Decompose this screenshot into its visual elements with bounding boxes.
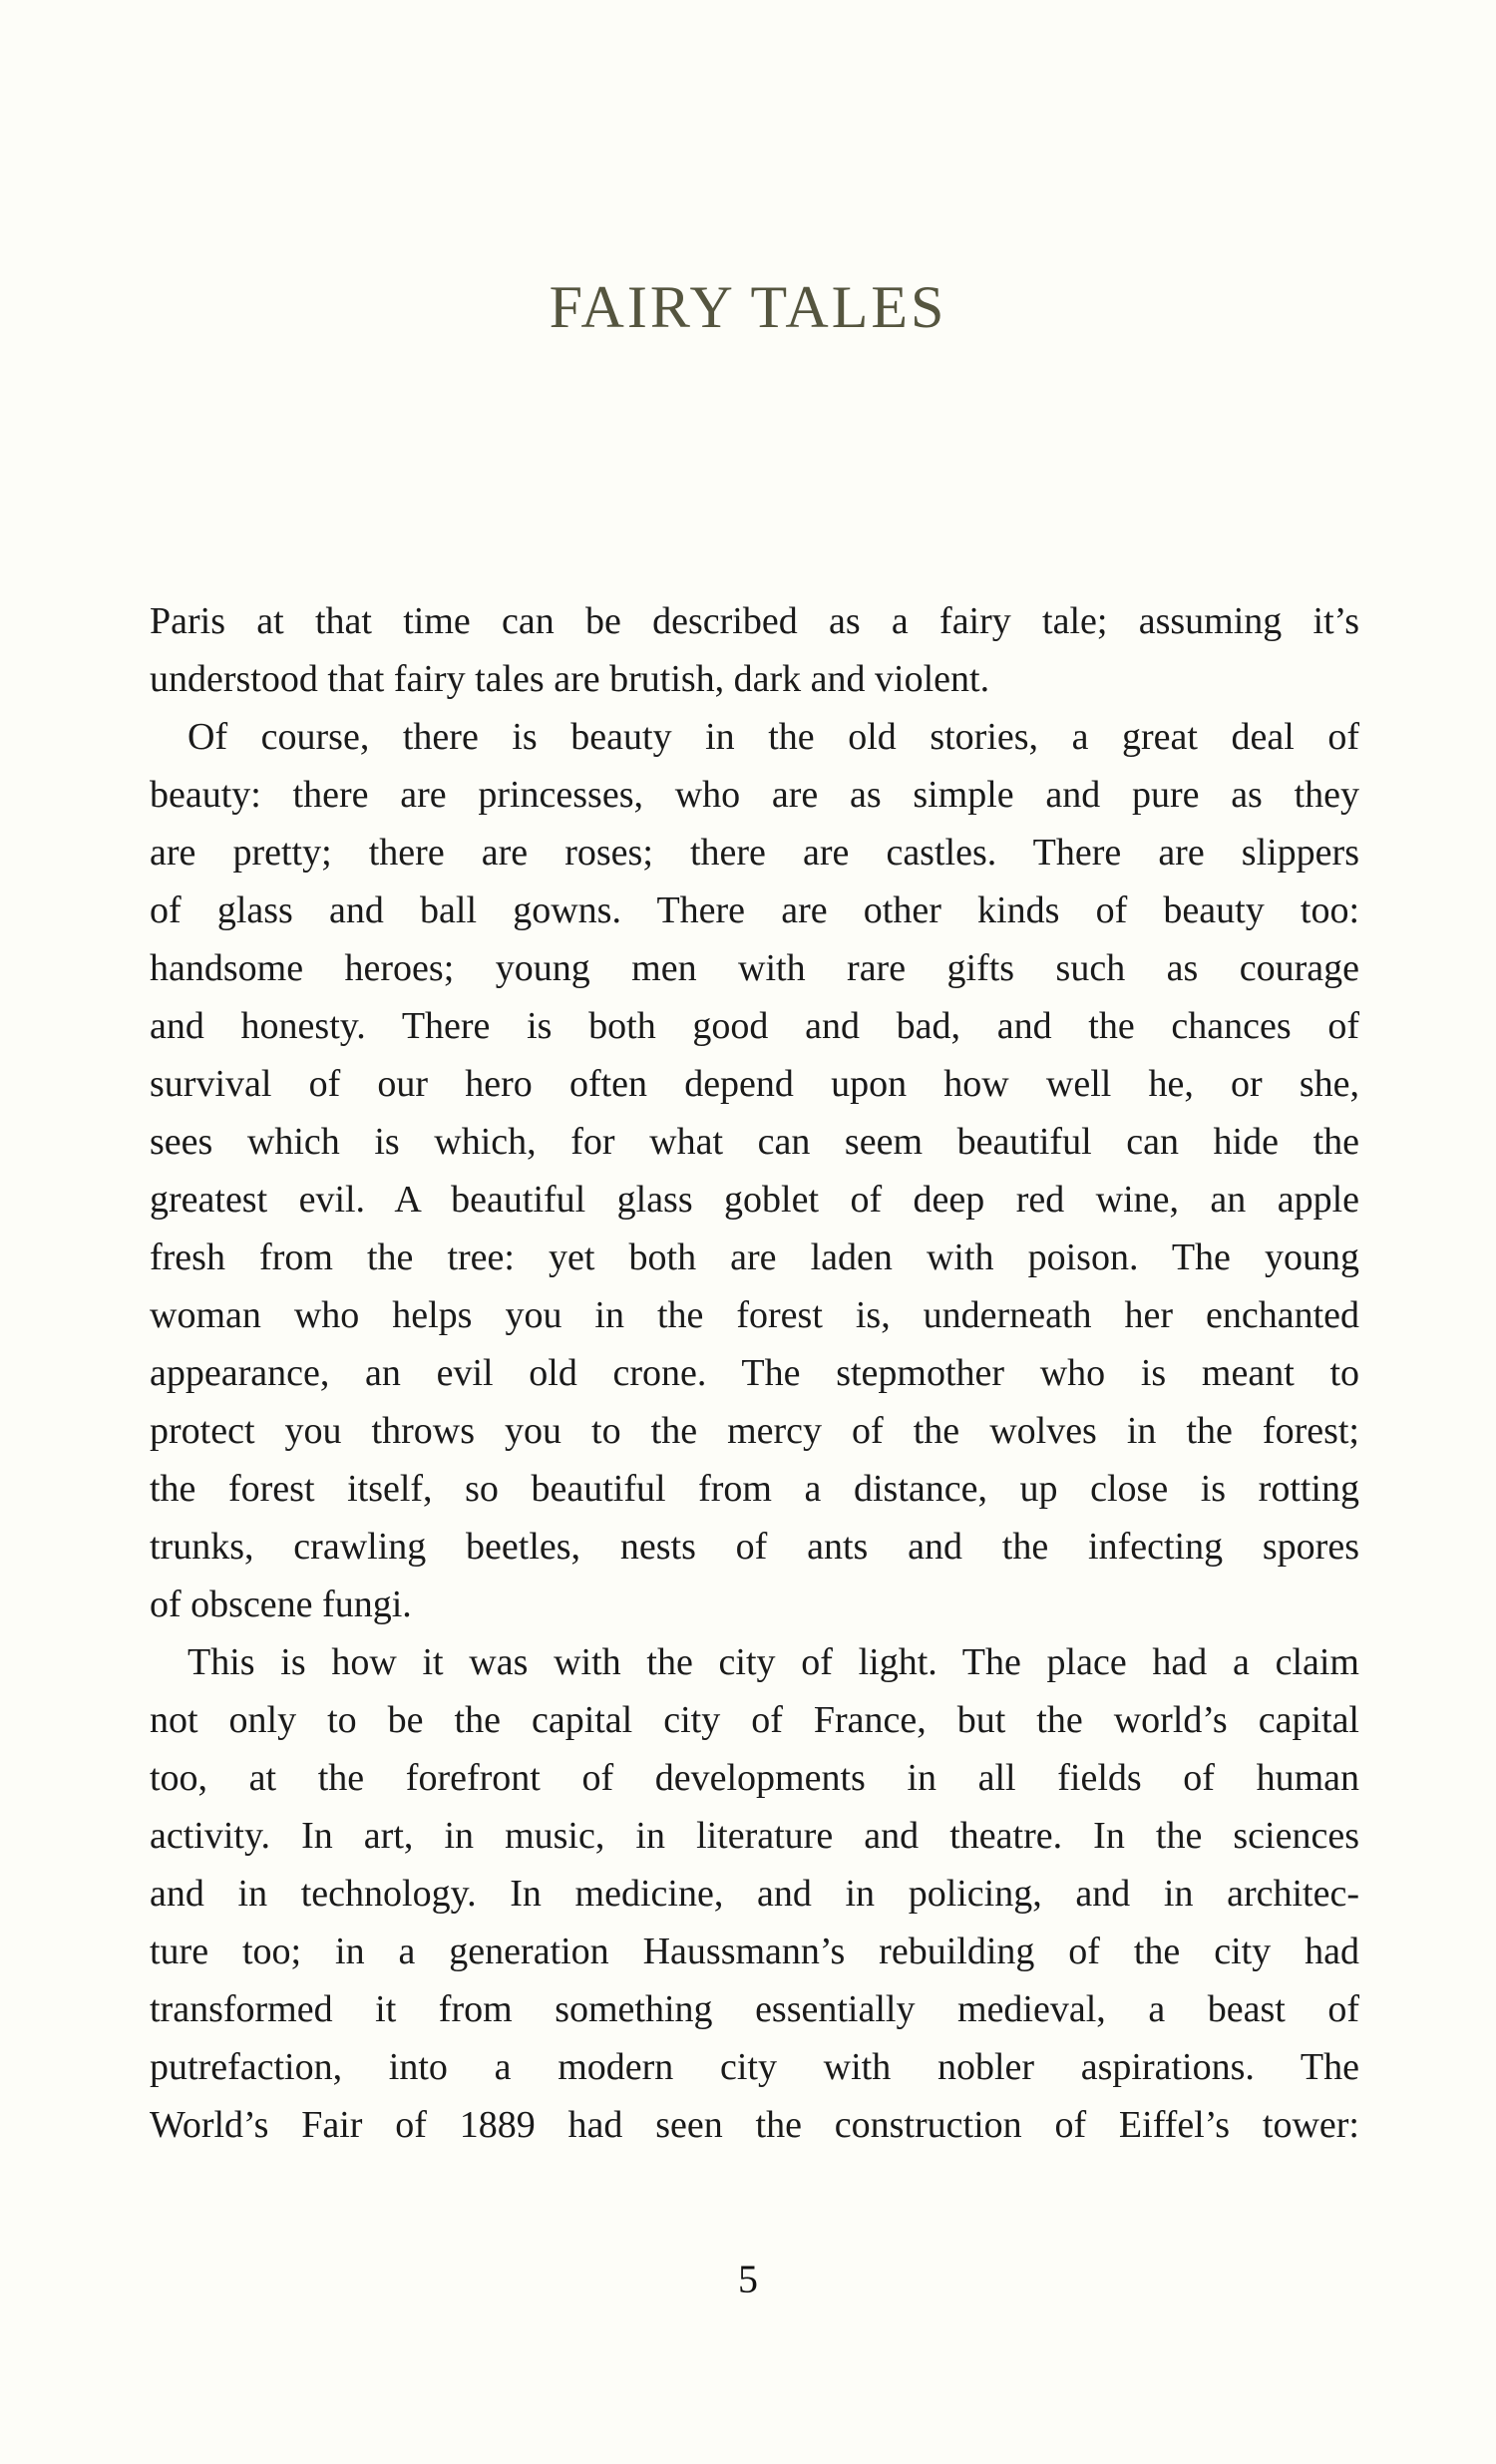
text-line: understood that fairy tales are brutish, dark and violent. [150,658,990,700]
body-text [150,592,1359,2154]
text-line: too, at the forefront of developments in all fields of human [150,1757,1359,1799]
text-line: Of course, there is beauty in the old stories, a great deal of [187,716,1359,758]
text-line: are pretty; there are roses; there are castles. There are slippers [150,832,1359,874]
text-line: transformed it from something essentially medieval, a beast of [150,1988,1359,2030]
text-line: not only to be the capital city of France, but the world’s capital [150,1699,1359,1741]
text-line: ture too; in a generation Haussmann’s rebuilding of the city had [150,1931,1359,1972]
chapter-title: FAIRY TALES [549,274,947,341]
text-line: survival of our hero often depend upon how well he, or she, [150,1063,1359,1105]
page-number: 5 [738,2257,758,2301]
text-line: fresh from the tree: yet both are laden with poison. The young [150,1236,1359,1278]
text-line: beauty: there are princesses, who are as simple and pure as they [150,774,1359,816]
text-line: and in technology. In medicine, and in policing, and in architec- [150,1873,1359,1915]
text-line: activity. In art, in music, in literature and theatre. In the sciences [150,1815,1359,1857]
text-line: handsome heroes; young men with rare gifts such as courage [150,947,1359,989]
text-line: and honesty. There is both good and bad, and the chances of [150,1005,1359,1047]
text-line: putrefaction, into a modern city with nobler aspirations. The [150,2046,1359,2088]
text-line: Paris at that time can be described as a fairy tale; assuming it’s [150,600,1359,642]
text-line: appearance, an evil old crone. The stepmother who is meant to [150,1352,1359,1394]
text-line: This is how it was with the city of light. The place had a claim [187,1641,1359,1683]
text-line: of obscene fungi. [150,1584,412,1625]
text-line: woman who helps you in the forest is, underneath her enchanted [150,1294,1359,1336]
text-line: the forest itself, so beautiful from a distance, up close is rotting [150,1468,1359,1510]
text-line: greatest evil. A beautiful glass goblet of deep red wine, an apple [150,1179,1359,1221]
text-line: protect you throws you to the mercy of the wolves in the forest; [150,1410,1359,1452]
text-line: trunks, crawling beetles, nests of ants and the infecting spores [150,1526,1359,1568]
text-line: of glass and ball gowns. There are other kinds of beauty too: [150,889,1359,931]
text-line: World’s Fair of 1889 had seen the construction of Eiffel’s tower: [150,2104,1359,2146]
text-line: sees which is which, for what can seem beautiful can hide the [150,1121,1359,1163]
